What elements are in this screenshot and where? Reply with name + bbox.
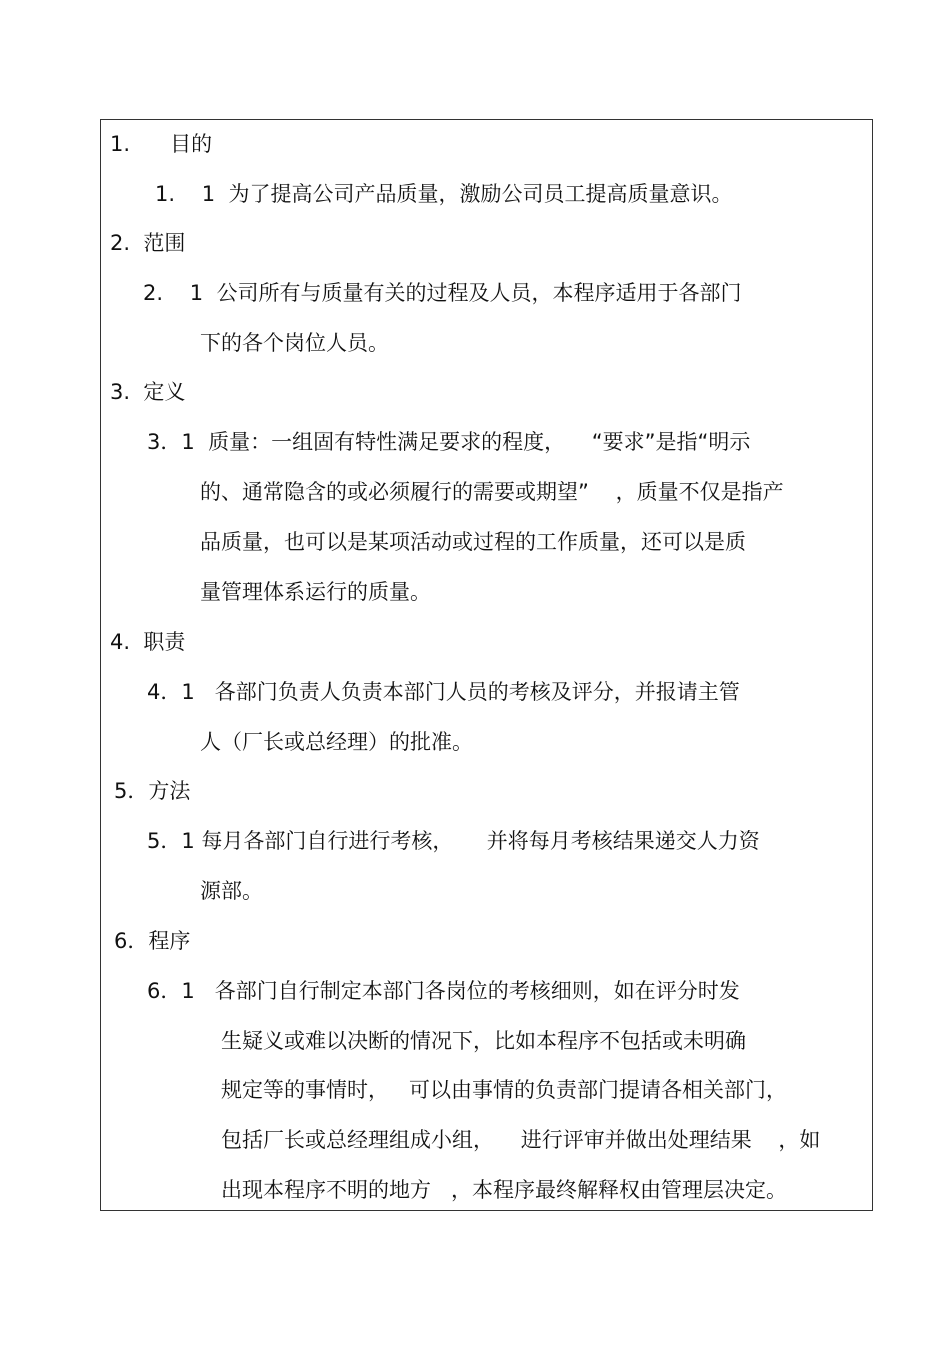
section-6-1-text-cont-4: 出现本程序不明的地方 ，本程序最终解释权由管理层决定。 — [221, 1178, 788, 1202]
section-4-1-text-cont: 人（厂长或总经理）的批准。 — [200, 730, 473, 754]
section-1-heading: 1. 目的 — [110, 132, 213, 156]
section-4-heading: 4. 职责 — [110, 630, 186, 654]
section-3-1-text-cont-1: 的、通常隐含的或必须履行的需要或期望” ，质量不仅是指产 — [200, 480, 784, 504]
section-6-1-text-cont-2: 规定等的事情时， 可以由事情的负责部门提请各相关部门， — [221, 1078, 788, 1102]
section-2-1-text-cont: 下的各个岗位人员。 — [200, 331, 389, 355]
section-3-1-text-cont-2: 品质量，也可以是某项活动或过程的工作质量，还可以是质 — [200, 530, 746, 554]
section-1-1-text: 1. 1 为了提高公司产品质量，激励公司员工提高质量意识。 — [155, 182, 733, 206]
section-5-1-text-cont: 源部。 — [200, 879, 263, 903]
section-6-1-text: 6．1 各部门自行制定本部门各岗位的考核细则，如在评分时发 — [147, 979, 740, 1003]
section-4-1-text: 4．1 各部门负责人负责本部门人员的考核及评分，并报请主管 — [147, 680, 740, 704]
section-2-heading: 2. 范围 — [110, 231, 186, 255]
section-3-1-text-cont-3: 量管理体系运行的质量。 — [200, 580, 431, 604]
section-6-1-text-cont-1: 生疑义或难以决断的情况下，比如本程序不包括或未明确 — [221, 1029, 746, 1053]
section-5-heading: 5．方法 — [114, 779, 191, 803]
section-2-1-text: 2. 1 公司所有与质量有关的过程及人员，本程序适用于各部门 — [143, 281, 742, 305]
section-3-heading: 3. 定义 — [110, 380, 186, 404]
section-6-1-text-cont-3: 包括厂长或总经理组成小组， 进行评审并做出处理结果 ，如 — [221, 1128, 821, 1152]
section-3-1-text: 3．1 质量：一组固有特性满足要求的程度， “要求”是指“明示 — [147, 430, 751, 454]
section-6-heading: 6．程序 — [114, 929, 191, 953]
section-5-1-text: 5．1 每月各部门自行进行考核， 并将每月考核结果递交人力资 — [147, 829, 760, 853]
